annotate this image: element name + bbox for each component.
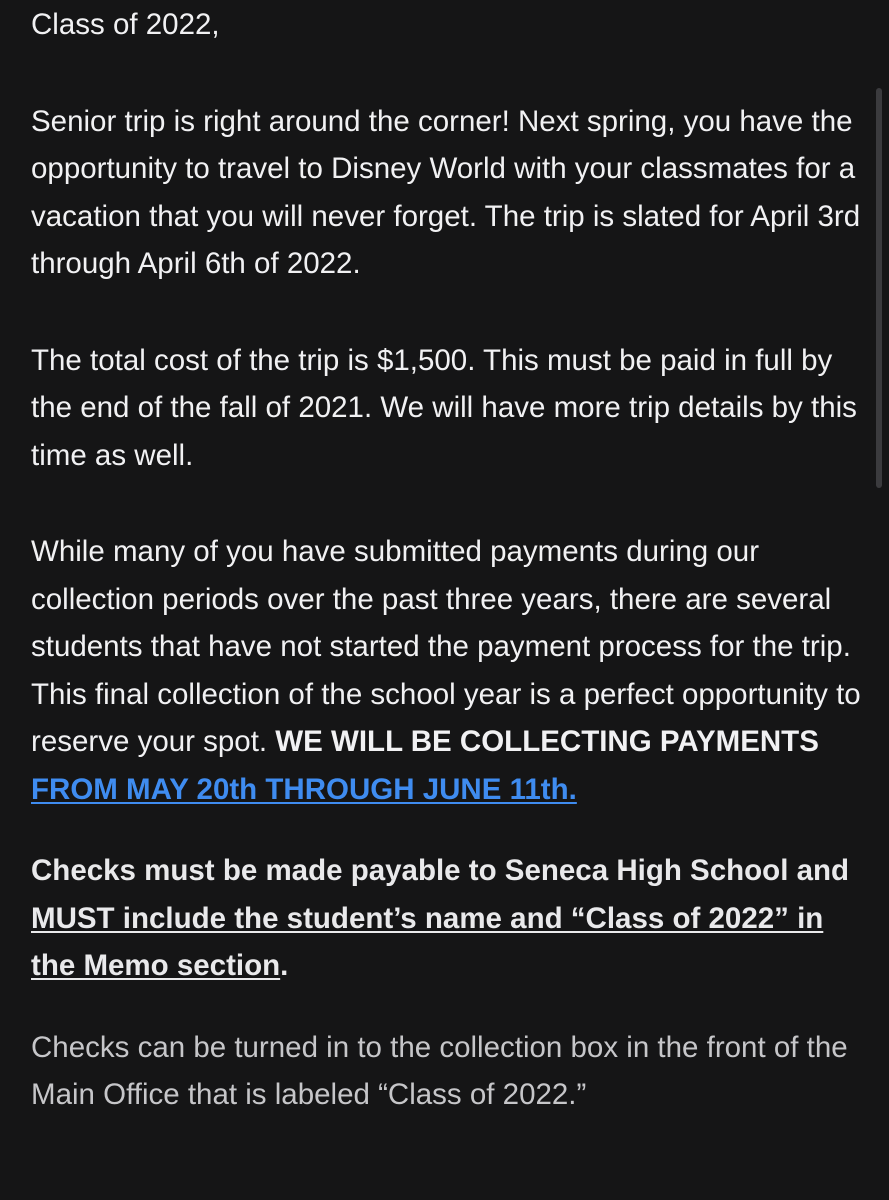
trip-cost-paragraph: The total cost of the trip is $1,500. This must be paid in full by the end of the fall of 2021. We will have more trip details by this time as well. bbox=[31, 343, 857, 472]
trip-intro-paragraph: Senior trip is right around the corner! Next spring, you have the opportunity to travel to Disney World with your classmates for a vacation that you will never forget. The trip is slated for April 3rd through April 6th of 2022. bbox=[31, 104, 861, 280]
check-instructions-end: . bbox=[280, 949, 289, 982]
greeting: Class of 2022, bbox=[31, 8, 220, 41]
memo-requirement-underlined: MUST include the student’s name and “Class of 2022” in the Memo section bbox=[31, 901, 824, 982]
collection-dates-link[interactable]: FROM MAY 20th THROUGH JUNE 11th. bbox=[31, 772, 577, 806]
payment-collection-paragraph bbox=[31, 528, 871, 813]
check-payable-text: Checks must be made payable to Seneca High School and bbox=[31, 854, 850, 887]
payment-collection-text: While many of you have submitted payments during our collection periods over the past three years, there are several students that have not started the payment process for the trip. This final collection of the school year is a perfect opportunity to reserve your spot. bbox=[31, 535, 861, 758]
collection-box-paragraph: Checks can be turned in to the collection box in the front of the Main Office that is labeled “Class of 2022.” bbox=[31, 1030, 848, 1111]
letter-content bbox=[31, 1, 871, 1119]
scrollbar[interactable] bbox=[876, 88, 882, 488]
collecting-payments-bold: WE WILL BE COLLECTING PAYMENTS bbox=[275, 725, 819, 758]
check-instructions-paragraph bbox=[31, 847, 871, 990]
